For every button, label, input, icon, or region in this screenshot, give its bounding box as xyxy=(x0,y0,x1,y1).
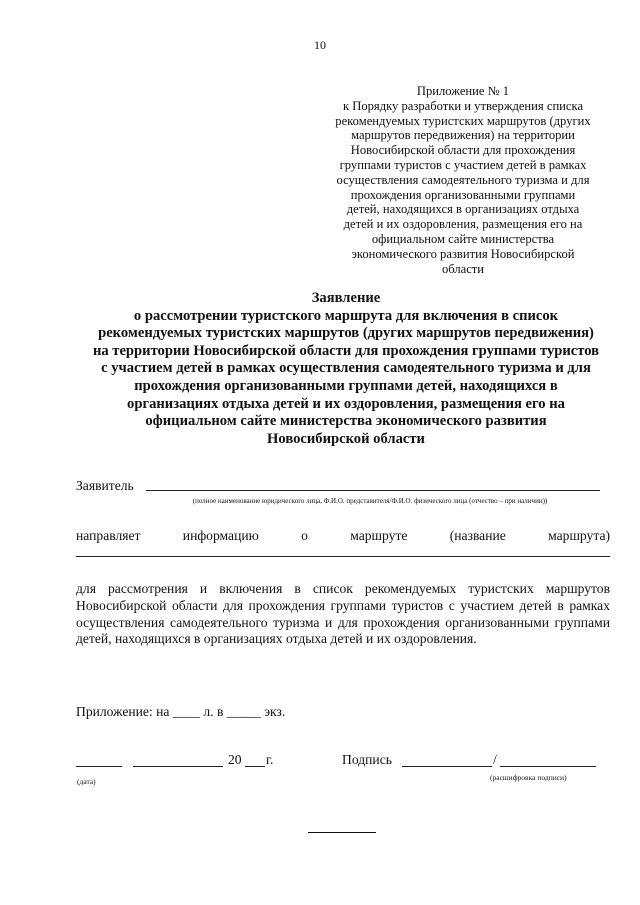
day-field[interactable] xyxy=(76,766,122,767)
route-word: маршруте xyxy=(350,528,408,543)
date-signature-row xyxy=(76,752,610,770)
title-line: о рассмотрении туристского маршрута для включения в список xyxy=(133,307,559,324)
applicant-hint: (полное наименование юридического лица, Ф.И.О. представителя/Ф.И.О. физического лица (отчество – при наличии)) xyxy=(192,497,548,505)
document-title xyxy=(76,290,616,448)
applicant-label: Заявитель xyxy=(76,478,134,493)
signature-decode-field[interactable] xyxy=(500,766,596,767)
signature-decode-hint: (расшифровка подписи) xyxy=(490,773,567,782)
appendix-line: Новосибирской области для прохождения xyxy=(350,143,576,158)
appendix-line: области xyxy=(441,261,485,276)
title-line: на территории Новосибирской области для прохождения группами туристов xyxy=(92,342,600,359)
appendix-line: детей и их оздоровления, размещения его на xyxy=(343,217,583,232)
signature-field[interactable] xyxy=(402,766,492,767)
page-number: 10 xyxy=(314,38,326,52)
route-word: маршрута) xyxy=(548,528,610,543)
route-info-row xyxy=(76,528,610,544)
route-word: информацию xyxy=(182,528,259,543)
appendix-line: Приложение № 1 xyxy=(416,84,510,98)
title-line: официальном сайте министерства экономического развития xyxy=(145,413,547,430)
title-line: с участием детей в рамках осуществления самодеятельного туризма и для xyxy=(101,360,591,377)
title-line: Заявление xyxy=(311,290,381,306)
signature-separator: / xyxy=(493,752,497,767)
year-suffix: г. xyxy=(266,752,274,767)
appendix-line: осуществления самодеятельного туризма и для xyxy=(336,172,590,187)
appendix-line: группами туристов с участием детей в рамках xyxy=(339,157,587,172)
title-line: прохождения организованными группами детей, находящихся в xyxy=(134,377,558,394)
appendix-line: маршрутов передвижения) на территории xyxy=(351,128,575,143)
route-word: направляет xyxy=(76,528,141,543)
applicant-field[interactable] xyxy=(146,490,600,491)
month-field[interactable] xyxy=(133,766,223,767)
title-line: организациях отдыха детей и их оздоровления, размещения его на xyxy=(127,395,565,412)
body-paragraph: для рассмотрения и включения в список рекомендуемых туристских маршрутов Новосибирской области для прохождения группами туристов с участием детей в рамках осуществления самодеятельного туризма и для прохождения организованными группами детей, находящихся в организациях отдыха детей и их оздоровления. xyxy=(76,581,610,647)
title-line: Новосибирской области xyxy=(267,430,425,447)
date-hint: (дата) xyxy=(77,777,96,786)
signature-label: Подпись xyxy=(342,752,392,767)
appendix-line: рекомендуемых туристских маршрутов (других xyxy=(335,113,591,128)
route-name-field[interactable] xyxy=(76,556,610,557)
year-prefix: 20 xyxy=(228,752,242,767)
year-field[interactable] xyxy=(245,766,265,767)
applicant-row xyxy=(76,478,614,494)
route-word: о xyxy=(301,528,308,543)
end-rule xyxy=(308,832,376,833)
appendix-header xyxy=(316,84,610,276)
appendix-line: экономического развития Новосибирской xyxy=(351,246,575,261)
appendix-line: детей, находящихся в организациях отдыха xyxy=(346,202,580,217)
appendix-line: к Порядку разработки и утверждения списка xyxy=(342,98,584,113)
attachment-line: Приложение: на ____ л. в _____ экз. xyxy=(76,704,286,719)
title-line: рекомендуемых туристских маршрутов (других маршрутов передвижения) xyxy=(98,325,594,342)
appendix-line: прохождения организованными группами xyxy=(350,187,576,202)
route-word: (название xyxy=(449,528,506,543)
appendix-line: официальном сайте министерства xyxy=(371,231,555,246)
